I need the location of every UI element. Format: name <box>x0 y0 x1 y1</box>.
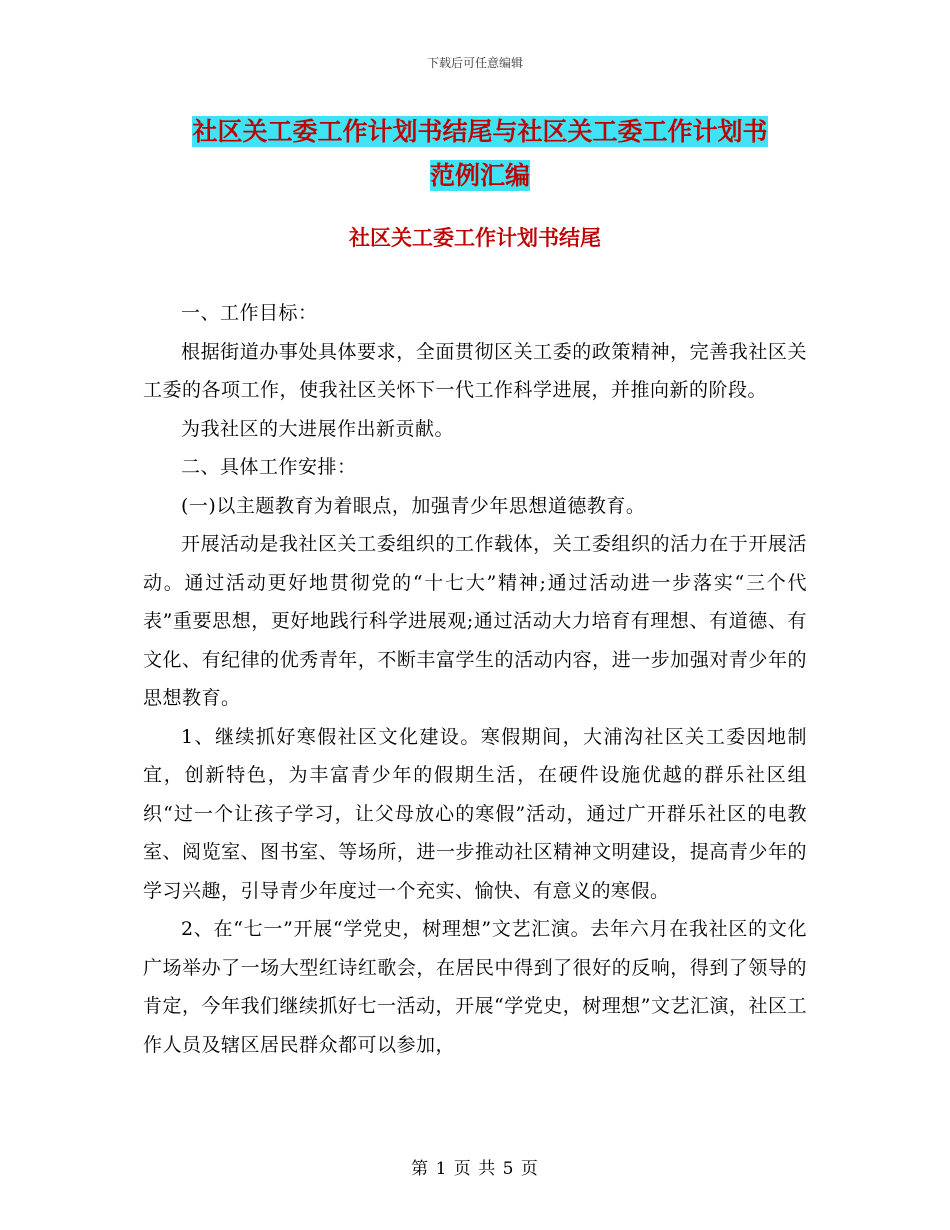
document-title-line-2: 范例汇编 <box>429 161 530 190</box>
document-title-line-1: 社区关工委工作计划书结尾与社区关工委工作计划书 <box>192 117 768 146</box>
paragraph: 根据街道办事处具体要求，全面贯彻区关工委的政策精神，完善我社区关工委的各项工作，使我社区关怀下一代工作科学进展，并推向新的阶段。 <box>143 340 807 401</box>
document-body <box>143 294 807 1064</box>
page-footer: 第 1 页 共 5 页 <box>411 1159 539 1179</box>
document-title <box>140 110 820 198</box>
paragraph-goal-heading: 一、工作目标： <box>181 302 318 324</box>
paragraph: 1、继续抓好寒假社区文化建设。寒假期间，大浦沟社区关工委因地制宜，创新特色，为丰富青少年的假期生活，在硬件设施优越的群乐社区组织“过一个让孩子学习，让父母放心的寒假”活动，通过广开群乐社区的电教室、阅览室、图书室、等场所，进一步推动社区精神文明建设，提高青少年的学习兴趣，引导青少年度过一个充实、愉快、有意义的寒假。 <box>143 725 807 902</box>
paragraph: 2、在“七一”开展“学党史，树理想”文艺汇演。去年六月在我社区的文化广场举办了一场大型红诗红歌会，在居民中得到了很好的反响，得到了领导的肯定，今年我们继续抓好七一活动，开展“学党史，树理想”文艺汇演，社区工作人员及辖区居民群众都可以参加， <box>143 918 807 1056</box>
paragraph: 为我社区的大进展作出新贡献。 <box>181 417 455 440</box>
header-note: 下载后可任意编辑 <box>426 56 523 70</box>
paragraph: 开展活动是我社区关工委组织的工作载体，关工委组织的活力在于开展活动。通过活动更好地贯彻党的“十七大”精神;通过活动进一步落实“三个代表”重要思想，更好地践行科学进展观;通过活动大力培育有理想、有道德、有文化、有纪律的优秀青年，不断丰富学生的活动内容，进一步加强对青少年的思想教育。 <box>143 533 807 709</box>
section-title: 社区关工委工作计划书结尾 <box>349 226 601 250</box>
paragraph-subheading: (一)以主题教育为着眼点，加强青少年思想道德教育。 <box>181 494 646 517</box>
paragraph-arrangement-heading: 二、具体工作安排： <box>181 456 357 478</box>
